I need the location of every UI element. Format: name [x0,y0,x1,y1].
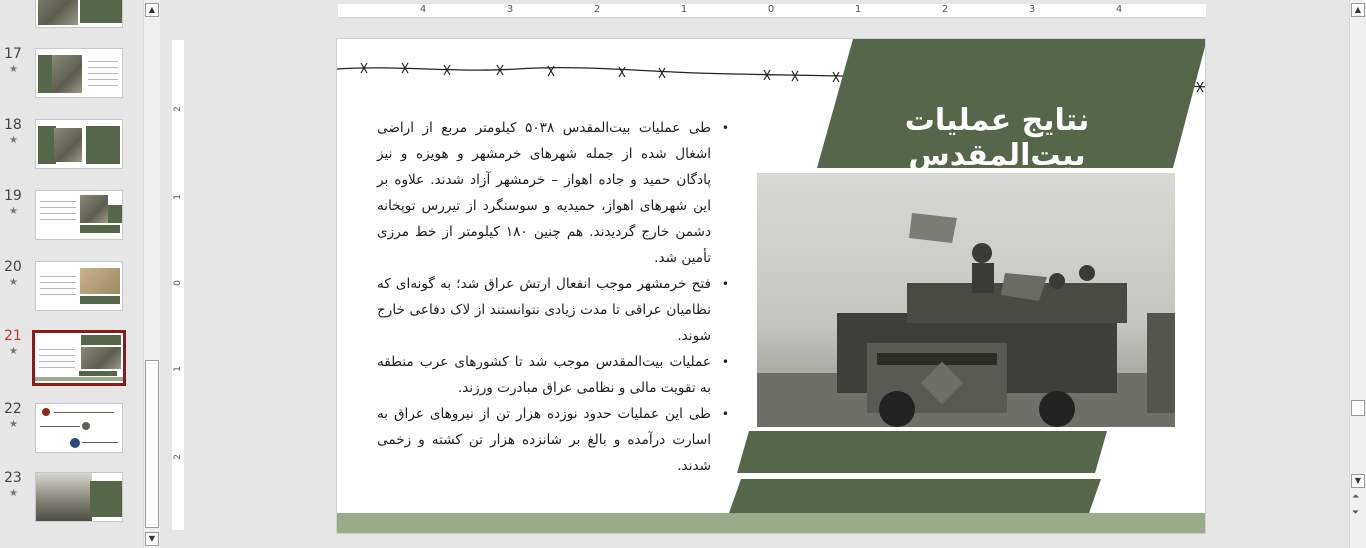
ruler-label: 4 [419,4,427,15]
main-scroll-thumb[interactable] [1351,400,1365,416]
ruler-label: 1 [173,366,183,372]
thumbnail-number: 20 [4,259,22,275]
thumbnail-number: 21 [4,328,22,344]
ruler-label: 2 [173,106,183,112]
scroll-up-icon[interactable]: ▲ [145,3,159,17]
vertical-ruler [172,40,184,530]
slide-thumbnail[interactable] [35,261,123,311]
slide-title[interactable]: نتایج عملیات بیت‌المقدس [904,103,1090,173]
slide-thumbnail[interactable] [35,119,123,169]
animation-star-icon: ★ [9,277,18,288]
animation-star-icon: ★ [9,419,18,430]
bullet-item: • طی عملیات بیت‌المقدس ۵۰۳۸ کیلومتر مربع از اراضی اشغال شده از جمله شهرهای خرمشهر و هویزه و نیز پادگان حمید و جاده اهواز – خرمشهر آزاد شدند. علاوه بر این شهرهای اهواز، حمیدیه و سوسنگرد از تیررس توپخانه دشمن خارج گردیدند. هم چنین ۱۸۰ کیلومتر از خط مرزی تأمین شد. [377,115,731,271]
ruler-label: 2 [173,454,183,460]
animation-star-icon: ★ [9,346,18,357]
thumbnail-number: 23 [4,470,22,486]
soldiers-truck-photo[interactable] [757,173,1175,427]
thumbnail-scrollbar[interactable] [143,0,160,548]
ruler-label: 0 [173,280,183,286]
slide-footer-band [337,513,1206,534]
animation-star-icon: ★ [9,206,18,217]
slide-thumbnail[interactable] [35,0,123,28]
slide-thumbnail[interactable] [35,403,123,453]
slide-thumbnail[interactable] [35,472,123,522]
next-slide-icon[interactable]: ⏷ [1352,508,1360,518]
slide-body-text[interactable] [377,115,731,479]
previous-slide-icon[interactable]: ⏶ [1352,492,1360,502]
ruler-label: 1 [173,194,183,200]
ruler-label: 3 [1028,4,1036,15]
ruler-label: 4 [1115,4,1123,15]
bullet-item: • طی این عملیات حدود نوزده هزار تن از نیروهای عراق به اسارت درآمده و بالغ بر شانزده هزار تن کشته و زخمی شدند. [377,401,731,479]
thumbnail-scroll-thumb[interactable] [145,360,159,528]
ruler-label: 1 [854,4,862,15]
scroll-down-icon[interactable]: ▼ [145,532,159,546]
horizontal-ruler [338,4,1206,18]
ruler-label: 1 [680,4,688,15]
bullet-item: • فتح خرمشهر موجب انفعال ارتش عراق شد؛ به گونه‌ای که نظامیان عراقی تا مدت زیادی نتوانستند از لاک دفاعی خارج شوند. [377,271,731,349]
animation-star-icon: ★ [9,488,18,499]
thumbnail-number: 22 [4,401,22,417]
ruler-label: 0 [767,4,775,15]
thumbnail-number: 19 [4,188,22,204]
slide-thumbnail-panel [0,0,143,548]
bullet-item: • عملیات بیت‌المقدس موجب شد تا کشورهای عرب منطقه به تقویت مالی و نظامی عراق مبادرت ورزند. [377,349,731,401]
thumbnail-number: 18 [4,117,22,133]
scroll-up-icon[interactable]: ▲ [1351,3,1365,17]
slide-thumbnail-active[interactable] [32,330,126,386]
ruler-label: 3 [506,4,514,15]
slide-thumbnail[interactable] [35,48,123,98]
ruler-label: 2 [593,4,601,15]
animation-star-icon: ★ [9,135,18,146]
ruler-label: 2 [941,4,949,15]
slide-thumbnail[interactable] [35,190,123,240]
thumbnail-number: 17 [4,46,22,62]
animation-star-icon: ★ [9,64,18,75]
slide-canvas[interactable] [336,38,1206,534]
scroll-down-icon[interactable]: ▼ [1351,474,1365,488]
main-scrollbar[interactable] [1349,0,1366,548]
